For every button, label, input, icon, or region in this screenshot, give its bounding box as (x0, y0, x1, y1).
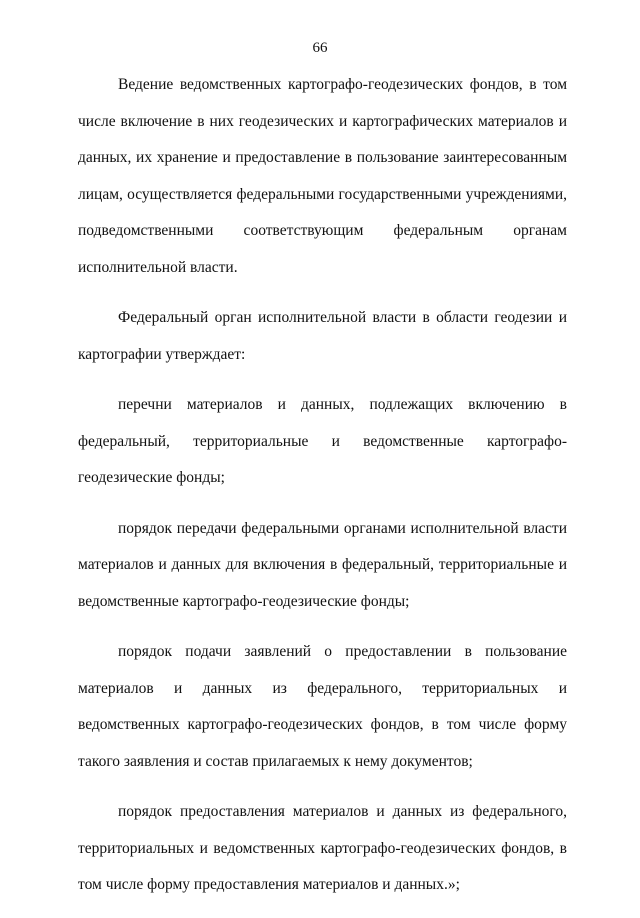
paragraph-transfer-procedure: порядок передачи федеральными органами исполнительной власти материалов и данных для включения в федеральный, территориальные и ведомственные картографо-геодезические фонды; (78, 519, 567, 610)
page-number: 66 (312, 40, 328, 56)
paragraph-list-of-materials: перечни материалов и данных, подлежащих включению в федеральный, территориальные и ведомственные картографо-геодезические фонды; (78, 396, 567, 486)
paragraph-departmental-funds: Ведение ведомственных картографо-геодезических фондов, в том числе включение в них геодезических и картографических материалов и данных, их хранение и предоставление в пользование заинтересованным лицам, осуществляется федеральными государственными учреждениями, подведомственными соответствующим федеральным органам исполнительной власти. (78, 76, 567, 276)
paragraph-provision-procedure: порядок предоставления материалов и данных из федерального, территориальных и ведомственных картографо-геодезических фондов, в том числе форму предоставления материалов и данных.»; (78, 803, 567, 893)
paragraph-application-procedure: порядок подачи заявлений о предоставлении в пользование материалов и данных из федерального, территориальных и ведомственных картографо-геодезических фондов, в том числе форму такого заявления и состав прилагаемых к нему документов; (78, 643, 567, 770)
body-text (78, 67, 567, 918)
paragraph-federal-body-approves: Федеральный орган исполнительной власти в области геодезии и картографии утверждает: (78, 309, 567, 363)
